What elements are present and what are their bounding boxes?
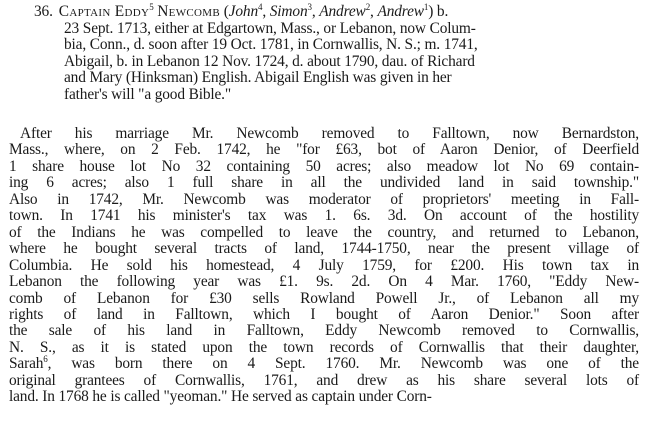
paragraph-line: ing 6 acres; also 1 full share in all the undivided land in said township." [9, 174, 639, 192]
paragraph-line: Also in 1742, Mr. Newcomb was moderator of proprietors' meeting in Fall- [9, 190, 639, 208]
ancestor-3-gen: 2 [365, 2, 371, 12]
paragraph-line: where he bought several tracts of land, 1744-1750, near the present village of [9, 240, 639, 258]
paragraph-line-sarah: Sarah$^6$, was born there on 4 Sept. 1760. Mr. Newcomb was one of the [9, 354, 639, 373]
sarah-name: Sarah [9, 355, 44, 373]
paragraph-line: of the Indians he was compelled to leave the country, and returned to Lebanon, [9, 223, 639, 241]
sarah-line-rest: was born there on 4 Sept. 1760. Mr. Newcomb was one of the [71, 355, 639, 373]
paragraph-line: the sale of his land in Falltown, Eddy Newcomb removed to Cornwallis, [9, 322, 639, 340]
paragraph-line: Columbia. He sold his homestead, 4 July 1759, for £200. His town tax in [9, 256, 639, 274]
sarah-generation: 6 [43, 354, 48, 365]
paragraph-line: comb of Lebanon for £30 sells Rowland Powell Jr., of Lebanon all my [9, 289, 639, 307]
ancestor-1: John [228, 3, 258, 20]
ancestor-2-gen: 3 [307, 2, 312, 12]
paragraph-line: rights of land in Falltown, which I bought of Aaron Denior." Soon after [9, 305, 639, 323]
entry-line-5: and Mary (Hinksman) English. Abigail English was given in her [64, 69, 452, 87]
ancestry-open: ( [223, 3, 229, 20]
entry-line-3: bia, Conn., d. soon after 19 Oct. 1781, in Cornwallis, N. S.; m. 1741, [64, 36, 478, 54]
ancestor-3: Andrew [319, 3, 366, 20]
ancestry-close: ) b. [428, 3, 449, 20]
paragraph-line: After his marriage Mr. Newcomb removed to Falltown, now Bernardston, [20, 125, 639, 142]
entry-line-6: father's will "a good Bible." [64, 85, 231, 103]
entry-number: 36. [34, 3, 53, 20]
paragraph-line: original grantees of Cornwallis, 1761, and drew as his share several lots of [9, 371, 639, 389]
paragraph-line: N. S., as it is stated upon the town records of Cornwallis that their daughter, [9, 338, 639, 356]
generation-number: 5 [149, 2, 154, 12]
ancestor-4-gen: 1 [423, 2, 429, 12]
entry-name: Captain Eddy [58, 3, 150, 20]
entry-line-4: Abigail, b. in Lebanon 12 Nov. 1724, d. about 1790, dau. of Richard [64, 52, 475, 70]
ancestor-4: Andrew [377, 3, 424, 20]
entry-line-2: 23 Sept. 1713, either at Edgartown, Mass., or Lebanon, now Colum- [64, 19, 476, 37]
paragraph-line: Lebanon the following year was £1. 9s. 2d. On 4 Mar. 1760, "Eddy New- [9, 273, 639, 291]
body-paragraph [9, 126, 639, 406]
paragraph-line: Mass., where, on 2 Feb. 1742, he "for £63, bot of Aaron Denior, of Deerfield [9, 141, 639, 159]
entry-surname: Newcomb [157, 3, 220, 20]
paragraph-line: 1 share house lot No 32 containing 50 acres; also meadow lot No 69 contain- [9, 157, 639, 175]
paragraph-line: town. In 1741 his minister's tax was 1. 6s. 3d. On account of the hostility [9, 207, 639, 225]
paragraph-line: land. In 1768 he is called "yeoman." He served as captain under Corn- [9, 388, 432, 406]
ancestor-1-gen: 4 [258, 2, 263, 12]
genealogy-entry-header [34, 4, 646, 104]
entry-line-1: 36. Captain Eddy$^5$ Newcomb (John$^4$, Simon$^3$, Andrew$^2$, Andrew$^1$) b. [34, 2, 449, 20]
ancestor-2: Simon [269, 3, 308, 20]
